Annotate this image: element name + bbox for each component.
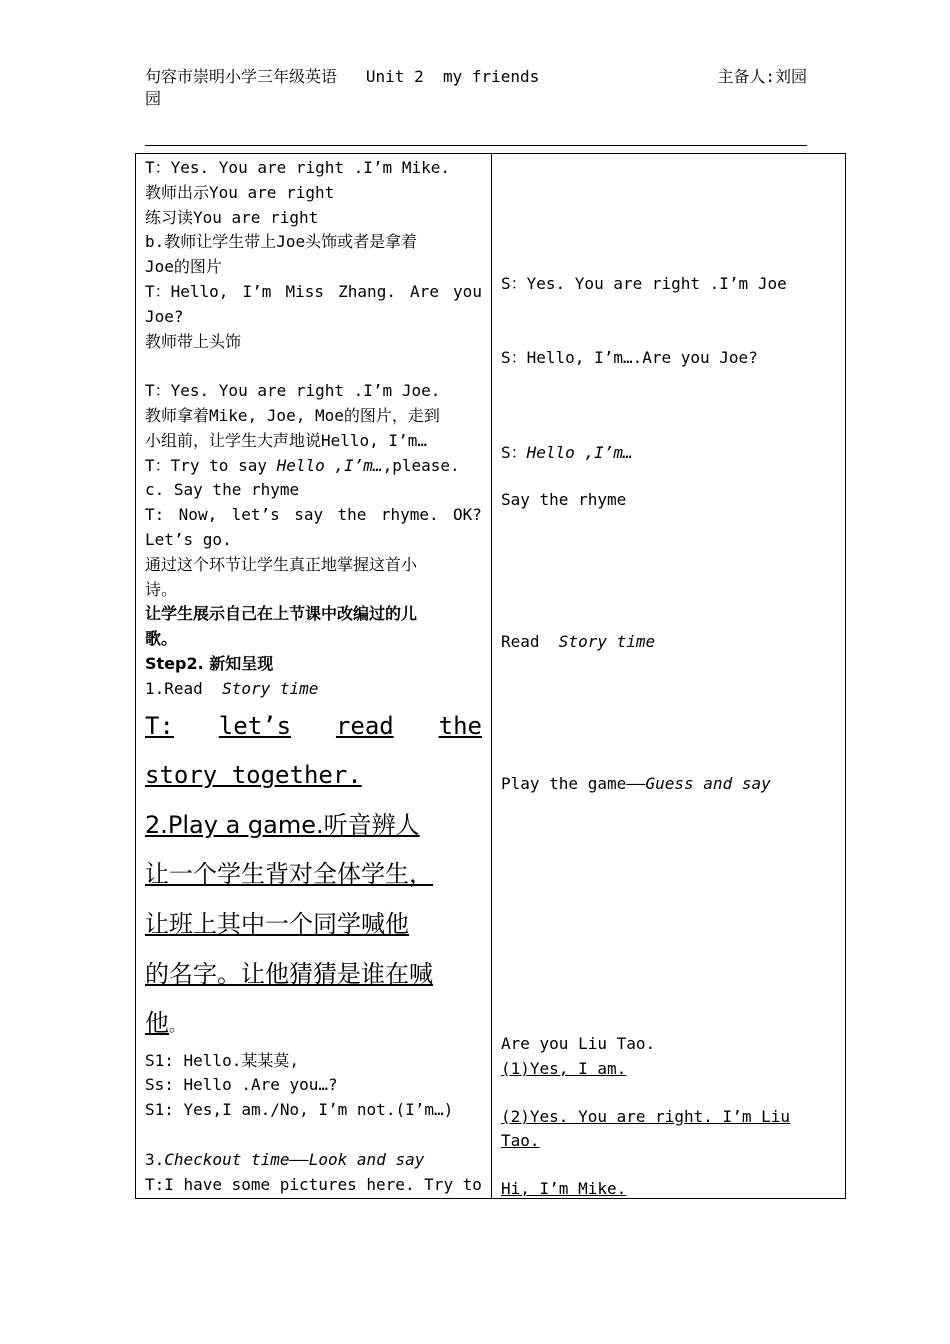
text-line: Ss: Hello .Are you…?: [145, 1075, 338, 1095]
text-run: ,please.: [382, 455, 460, 475]
text-run: 3.: [145, 1149, 165, 1169]
text-line: 诗。: [145, 579, 178, 599]
text-line: Joe的图片: [145, 257, 222, 277]
word: say: [294, 505, 324, 525]
word: read: [335, 711, 394, 740]
word: T:I: [145, 1174, 174, 1194]
teacher-activity-column: [145, 156, 482, 1197]
lesson-table: [135, 153, 846, 1199]
text-line: c. Say the rhyme: [145, 480, 300, 500]
page-header: [145, 66, 807, 112]
word: Are: [410, 281, 439, 301]
text-line: 教师带上头饰: [145, 331, 242, 351]
text-line: S：Hello, I’m….Are you Joe?: [501, 348, 758, 367]
text-line: [145, 677, 482, 702]
text-run-italic: Checkout time——Look and say: [164, 1149, 425, 1169]
word: Zhang.: [338, 281, 396, 301]
step-heading: Step2. 新知呈现: [145, 653, 274, 673]
text-line: (1)Yes, I am.: [501, 1059, 627, 1078]
text-run: Play the game——: [501, 774, 646, 793]
text-run: 1.Read: [145, 678, 223, 698]
text-run: 他: [145, 1009, 169, 1038]
word: Try: [424, 1174, 454, 1194]
text-line: Joe?: [145, 306, 184, 326]
text-line: [145, 503, 482, 528]
word: let’s: [231, 505, 280, 525]
text-line: [501, 772, 771, 796]
large-text-line: story together.: [145, 761, 362, 790]
text-run: Read: [501, 632, 559, 651]
large-text-line: [145, 702, 482, 752]
text-line: Hi, I’m Mike.: [501, 1179, 627, 1198]
text-line: S1: Hello.某某莫,: [145, 1050, 299, 1070]
text-line: [501, 441, 633, 465]
text-line: [145, 454, 482, 479]
text-line: 教师出示You are right: [145, 182, 335, 202]
text-line: 通过这个环节让学生真正地掌握这首小: [145, 554, 418, 574]
text-run: T：Try to say: [145, 455, 277, 475]
header-author: 主备人:刘园: [717, 67, 807, 86]
text-run-italic: Guess and say: [645, 774, 771, 793]
large-text-line: 的名字。让他猜猜是谁在喊: [145, 959, 433, 988]
text-line: [501, 630, 655, 654]
word: T:: [145, 711, 174, 740]
text-line: Say the rhyme: [501, 490, 627, 509]
word: to: [462, 1174, 482, 1194]
text-line: S1: Yes,I am./No, I’m not.(I’m…): [145, 1100, 454, 1120]
bold-text-line: 歌。: [145, 629, 178, 649]
header-divider: [145, 145, 807, 146]
text-line: 练习读You are right: [145, 207, 319, 227]
blank-line: [145, 354, 482, 379]
text-line: Are you Liu Tao.: [501, 1034, 656, 1053]
text-run-italic: Story time: [558, 632, 656, 651]
large-text-line: 让一个学生背对全体学生，: [145, 860, 433, 889]
word: let’s: [218, 711, 292, 740]
word: the: [337, 505, 367, 525]
word: Miss: [285, 281, 325, 301]
text-line: S：Yes. You are right .I’m Joe: [501, 274, 787, 293]
blank-line: [145, 1123, 482, 1148]
large-text-line: 2.Play a game.听音辨人: [145, 810, 420, 839]
word: some: [231, 1174, 271, 1194]
text-line: 小组前，让学生大声地说Hello, I’m…: [145, 430, 427, 450]
word: you: [453, 281, 482, 301]
text-line: [145, 280, 482, 305]
word: have: [183, 1174, 223, 1194]
word: OK?: [453, 505, 482, 525]
bold-text-line: 让学生展示自己在上节课中改编过的儿: [145, 604, 418, 624]
word: Now,: [178, 505, 218, 525]
text-line: b.教师让学生带上Joe头饰或者是拿着: [145, 232, 418, 252]
large-text-line: 让班上其中一个同学喊他: [145, 909, 409, 938]
word: the: [438, 711, 482, 740]
text-run: S：: [501, 443, 527, 462]
word: T：Hello,: [145, 281, 229, 301]
text-run-italic: Story time: [222, 678, 319, 698]
word: rhyme.: [380, 505, 439, 525]
text-line: Tao.: [501, 1131, 540, 1150]
text-run-italic: Hello ,I’m…: [276, 455, 383, 475]
word: T:: [145, 505, 165, 525]
text-line: 教师拿着Mike, Joe, Moe的图片，走到: [145, 405, 440, 425]
word: here.: [366, 1174, 415, 1194]
text-run-italic: Hello ,I’m…: [526, 443, 633, 462]
header-course-title: 句容市崇明小学三年级英语 Unit 2 my friends: [145, 67, 540, 86]
header-author-wrap: 园: [145, 89, 162, 108]
text-line: [145, 1148, 482, 1173]
text-line: T：Yes. You are right .I’m Joe.: [145, 381, 441, 401]
text-line: T：Yes. You are right .I’m Mike.: [145, 158, 450, 177]
word: pictures: [279, 1174, 357, 1194]
text-line: (2)Yes. You are right. I’m Liu: [501, 1107, 790, 1126]
text-line: Let’s go.: [145, 529, 232, 549]
text-line: [145, 1173, 482, 1198]
large-text-line: [145, 999, 482, 1049]
text-run: 。: [169, 1016, 186, 1036]
word: I’m: [242, 281, 272, 301]
column-divider: [491, 154, 492, 1198]
